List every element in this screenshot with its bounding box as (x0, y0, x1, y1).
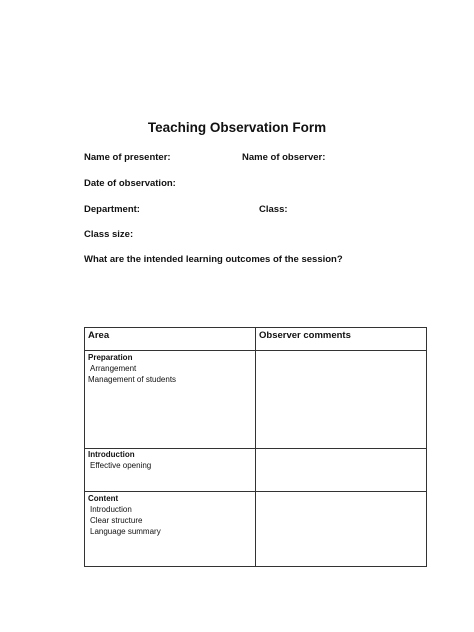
list-item: Clear structure (90, 516, 143, 525)
presenter-label: Name of presenter: (84, 152, 171, 163)
learning-outcomes-question: What are the intended learning outcomes of the session? (84, 254, 343, 265)
row-divider-2 (85, 491, 426, 492)
list-item: Effective opening (90, 461, 152, 470)
list-item: Language summary (90, 527, 161, 536)
section-title: Introduction (88, 450, 135, 459)
introduction-cell (88, 449, 151, 471)
content-cell (88, 493, 161, 537)
column-divider (255, 328, 256, 566)
area-column-header: Area (88, 330, 110, 341)
observation-table (84, 327, 427, 567)
observer-label: Name of observer: (242, 152, 326, 163)
class-size-label: Class size: (84, 229, 134, 240)
list-item: Arrangement (90, 364, 137, 373)
header-row-divider (85, 350, 426, 351)
department-label: Department: (84, 204, 140, 215)
comments-column-header: Observer comments (259, 330, 351, 341)
section-title: Preparation (88, 353, 133, 362)
preparation-cell (88, 352, 176, 385)
section-title: Content (88, 494, 119, 503)
form-title: Teaching Observation Form (147, 120, 327, 135)
date-label: Date of observation: (84, 178, 176, 189)
class-label: Class: (259, 204, 288, 215)
list-item: Introduction (90, 505, 132, 514)
list-item: Management of students (88, 375, 177, 384)
